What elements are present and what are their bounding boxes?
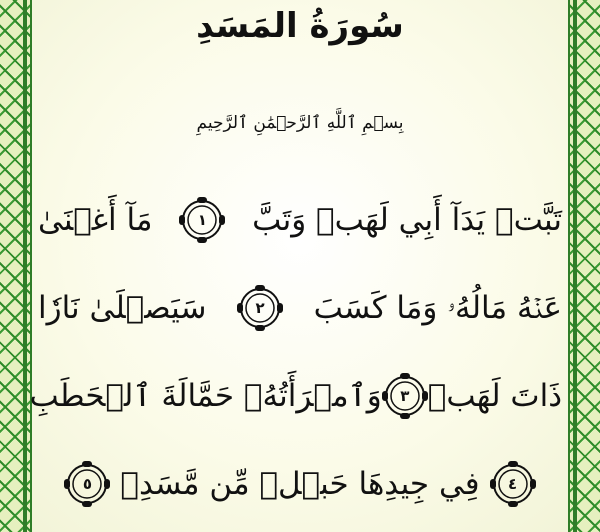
left-ornamental-border — [0, 0, 32, 532]
surah-title: سُورَةُ المَسَدِ — [196, 6, 404, 46]
ayah-number: ١ — [197, 211, 207, 229]
verse-text: ذَاتَ لَهَبٖ — [427, 378, 562, 414]
basmala: بِسۡمِ ٱللَّهِ ٱلرَّحۡمَٰنِ ٱلرَّحِيمِ — [196, 113, 404, 133]
verse-text: وَٱمۡرَأَتُهُۥ حَمَّالَةَ ٱلۡحَطَبِ — [29, 378, 382, 414]
ayah-number-marker — [179, 197, 225, 243]
verse-text: تَبَّتۡ يَدَآ أَبِي لَهَبٖ وَتَبَّ — [252, 202, 562, 238]
ayah-number: ٢ — [255, 299, 265, 317]
verse-text: مَآ أَغۡنَىٰ — [38, 202, 153, 238]
ayah-number: ٥ — [82, 475, 92, 493]
ayah-number: ٣ — [400, 387, 410, 405]
verse-line — [38, 440, 562, 528]
ayah-number-marker — [382, 373, 428, 419]
right-ornamental-border — [568, 0, 600, 532]
verse-line — [38, 176, 562, 264]
verse-line — [29, 352, 562, 440]
ayah-number-marker — [64, 461, 110, 507]
ayah-number-marker — [490, 461, 536, 507]
verse-line — [38, 264, 562, 352]
verse-lines — [29, 176, 562, 528]
verse-text: سَيَصۡلَىٰ نَارٗا — [38, 290, 207, 326]
ayah-number: ٤ — [508, 475, 518, 493]
verse-text: عَنۡهُ مَالُهُۥ وَمَا كَسَبَ — [313, 289, 562, 326]
verse-text: فِي جِيدِهَا حَبۡلٞ مِّن مَّسَدِۭ — [120, 466, 480, 502]
ayah-number-marker — [237, 285, 283, 331]
